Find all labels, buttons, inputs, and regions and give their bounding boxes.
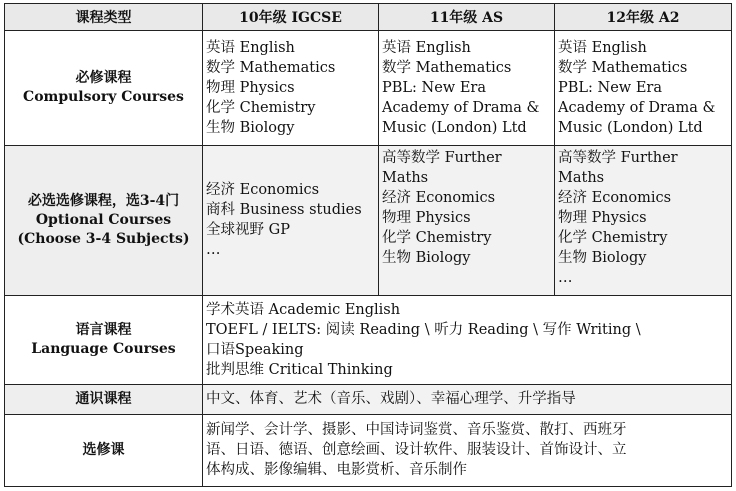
compulsory-label-cn: 必修课程: [75, 69, 132, 86]
course-item: Academy of Drama &: [558, 99, 716, 116]
course-item: 英语 English: [382, 39, 471, 56]
language-row: [5, 296, 732, 384]
course-item: …: [206, 242, 221, 259]
course-item: 生物 Biology: [382, 249, 471, 266]
optional-grade-12: [555, 145, 732, 296]
course-item: 英语 English: [558, 39, 647, 56]
optional-grade-11: [379, 145, 555, 296]
general-label: 通识课程: [5, 384, 203, 414]
elective-courses: [203, 414, 732, 486]
course-item: 物理 Physics: [382, 209, 471, 226]
course-item: 物理 Physics: [206, 79, 295, 96]
header-grade-10: 10年级 IGCSE: [203, 4, 379, 31]
elective-label: 选修课: [5, 414, 203, 486]
course-item: 数学 Mathematics: [206, 59, 336, 76]
compulsory-row: [5, 31, 732, 145]
optional-label: [5, 145, 203, 296]
course-item: Maths: [382, 169, 429, 186]
course-item: …: [558, 269, 573, 286]
optional-label-cn: 必选选修课程，选3-4门: [27, 192, 180, 209]
course-item: 高等数学 Further: [558, 149, 678, 166]
course-item: 新闻学、会计学、摄影、中国诗词鉴赏、音乐鉴赏、散打、西班牙: [206, 422, 627, 439]
compulsory-label-en: Compulsory Courses: [23, 88, 184, 105]
course-item: 批判思维 Critical Thinking: [206, 361, 393, 378]
general-row: [5, 384, 732, 414]
course-item: 数学 Mathematics: [382, 59, 512, 76]
language-label-en: Language Courses: [31, 340, 176, 357]
course-item: 生物 Biology: [206, 119, 295, 136]
course-item: 经济 Economics: [558, 189, 672, 206]
header-row: [5, 4, 732, 31]
course-item: Music (London) Ltd: [558, 119, 703, 136]
course-item: Music (London) Ltd: [382, 119, 527, 136]
course-item: 化学 Chemistry: [206, 99, 316, 116]
course-item: Maths: [558, 169, 605, 186]
general-courses: 中文、体育、艺术（音乐、戏剧）、幸福心理学、升学指导: [203, 384, 732, 414]
course-item: 商科 Business studies: [206, 202, 362, 219]
course-item: 全球视野 GP: [206, 222, 290, 239]
header-grade-11: 11年级 AS: [379, 4, 555, 31]
course-item: 英语 English: [206, 39, 295, 56]
language-label: [5, 296, 203, 384]
optional-grade-10: [203, 145, 379, 296]
course-item: Academy of Drama &: [382, 99, 540, 116]
course-item: TOEFL / IELTS: 阅读 Reading \ 听力 Reading \ 写作 Writing \: [206, 321, 641, 338]
compulsory-grade-11: [379, 31, 555, 145]
header-grade-12: 12年级 A2: [555, 4, 732, 31]
curriculum-table: [4, 3, 732, 487]
compulsory-label: [5, 31, 203, 145]
course-item: 生物 Biology: [558, 249, 647, 266]
compulsory-grade-10: [203, 31, 379, 145]
language-courses: [203, 296, 732, 384]
optional-label-en-sub: (Choose 3-4 Subjects): [17, 230, 190, 247]
course-item: PBL: New Era: [558, 79, 662, 96]
language-label-cn: 语言课程: [75, 321, 132, 338]
course-item: 学术英语 Academic English: [206, 301, 401, 318]
course-item: 化学 Chemistry: [558, 229, 668, 246]
course-item: 经济 Economics: [382, 189, 496, 206]
elective-row: [5, 414, 732, 486]
course-item: 经济 Economics: [206, 182, 320, 199]
course-item: 高等数学 Further: [382, 149, 502, 166]
course-item: 物理 Physics: [558, 209, 647, 226]
optional-row: [5, 145, 732, 296]
course-item: 数学 Mathematics: [558, 59, 688, 76]
course-item: 语、日语、德语、创意绘画、设计软件、服装设计、首饰设计、立: [206, 442, 627, 459]
header-course-type: 课程类型: [5, 4, 203, 31]
course-item: 化学 Chemistry: [382, 229, 492, 246]
course-item: 体构成、影像编辑、电影赏析、音乐制作: [206, 462, 467, 479]
course-item: 口语Speaking: [206, 341, 304, 358]
optional-label-en: Optional Courses: [35, 211, 172, 228]
compulsory-grade-12: [555, 31, 732, 145]
course-item: PBL: New Era: [382, 79, 486, 96]
